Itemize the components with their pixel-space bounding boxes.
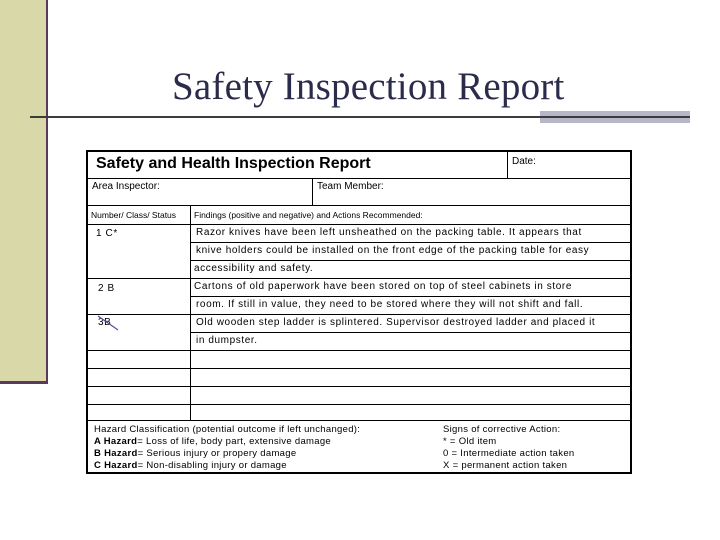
finding-number: 1 C* (96, 228, 118, 239)
form-divider (88, 178, 630, 179)
form-divider (88, 350, 630, 351)
column-divider (190, 205, 191, 420)
form-divider (88, 314, 630, 315)
area-inspector-label: Area Inspector: (92, 181, 160, 192)
finding-line: in dumpster. (196, 335, 258, 346)
form-divider (88, 420, 630, 421)
finding-line: Old wooden step ladder is splintered. Supervisor destroyed ladder and placed it (196, 317, 596, 328)
finding-line: room. If still in value, they need to be stored where they will not shift and fall. (196, 299, 584, 310)
form-divider (88, 368, 630, 369)
number-column-header: Number/ Class/ Status (91, 210, 177, 220)
decorative-sidebar (0, 0, 46, 383)
corrective-item: * = Old item (443, 436, 497, 447)
finding-line: Cartons of old paperwork have been stored on top of steel cabinets in store (194, 281, 572, 292)
finding-line: knive holders could be installed on the front edge of the packing table for easy (196, 245, 590, 256)
title-rule (30, 116, 690, 118)
finding-line: accessibility and safety. (194, 263, 314, 274)
corrective-item: X = permanent action taken (443, 460, 568, 471)
sidebar-edge-line (46, 0, 48, 384)
form-divider (88, 205, 630, 206)
form-divider (190, 296, 630, 297)
corrective-action-legend (443, 424, 575, 472)
corrective-item: 0 = Intermediate action taken (443, 448, 575, 459)
date-label: Date: (512, 156, 536, 167)
form-divider (88, 404, 630, 405)
header-divider (312, 178, 313, 205)
corrective-legend-heading: Signs of corrective Action: (443, 424, 561, 435)
strike-mark-icon (94, 312, 122, 334)
hazard-legend-heading: Hazard Classification (potential outcome if left unchanged): (94, 424, 361, 435)
form-divider (88, 224, 630, 225)
form-divider (190, 242, 630, 243)
finding-line: Razor knives have been left unsheathed on the packing table. It appears that (196, 227, 582, 238)
hazard-item: B Hazard= Serious injury or propery damage (94, 448, 297, 459)
finding-number: 3B (98, 317, 112, 328)
form-divider (88, 386, 630, 387)
form-divider (190, 260, 630, 261)
findings-column-header: Findings (positive and negative) and Actions Recommended: (194, 210, 423, 220)
finding-number: 2 B (98, 283, 115, 294)
hazard-item: C Hazard= Non-disabling injury or damage (94, 460, 287, 471)
inspection-form (86, 150, 632, 474)
date-divider (507, 152, 508, 178)
hazard-legend (94, 424, 360, 472)
hazard-item: A Hazard= Loss of life, body part, extensive damage (94, 436, 332, 447)
form-divider (190, 332, 630, 333)
form-divider (88, 278, 630, 279)
form-title: Safety and Health Inspection Report (96, 155, 371, 172)
slide-title: Safety Inspection Report (172, 65, 565, 108)
sidebar-bottom-line (0, 381, 48, 384)
team-member-label: Team Member: (317, 181, 384, 192)
